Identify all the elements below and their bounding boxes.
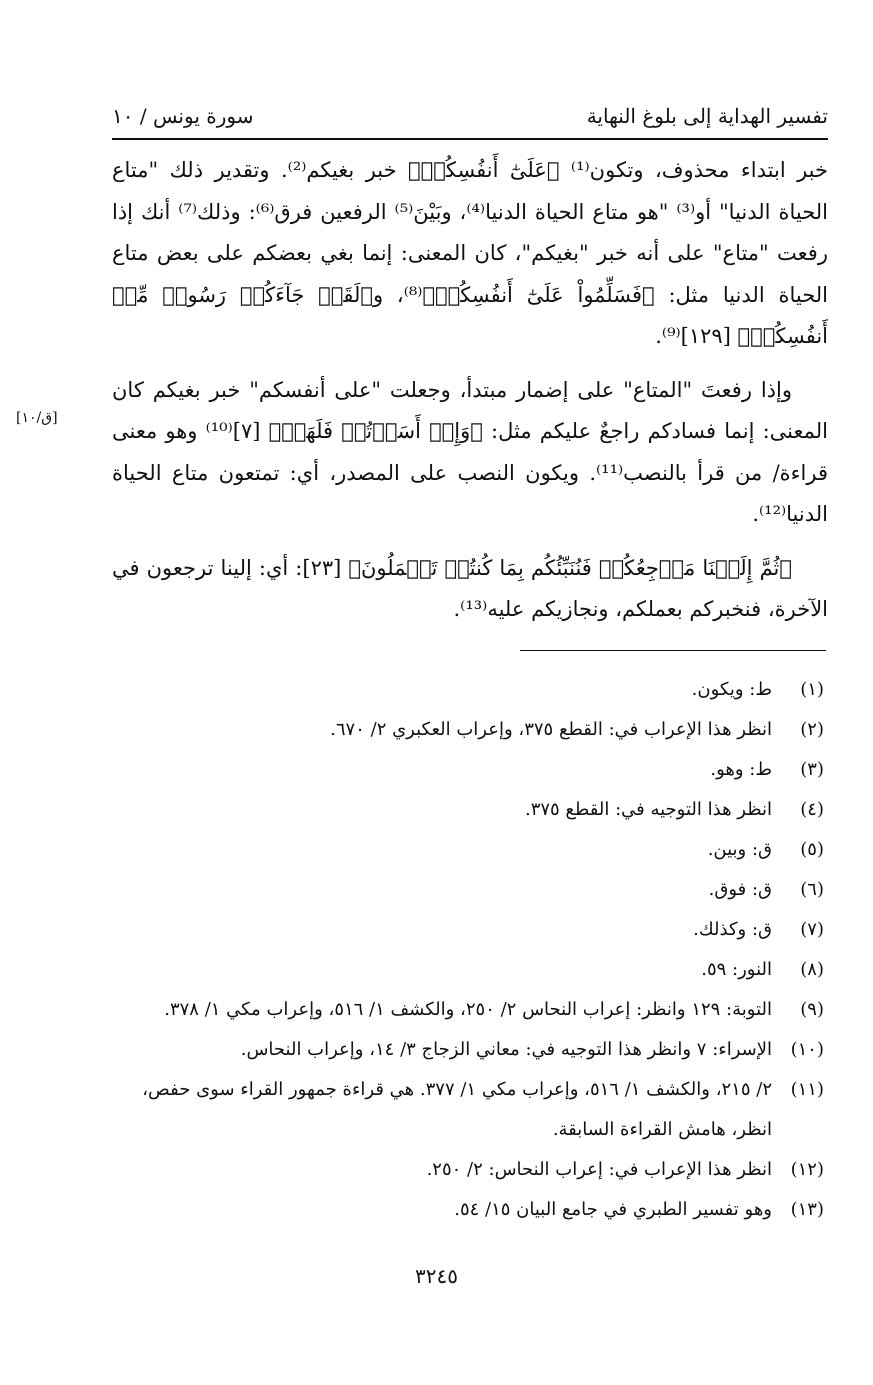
footnote-text: انظر هذا الإعراب في: القطع ٣٧٥، وإعراب العكبري ٢/ ٦٧٠.: [330, 719, 772, 740]
footnote-number: (١٣): [790, 1199, 824, 1220]
footnote-item: [112, 990, 824, 1030]
page-header: [112, 98, 828, 134]
page-number: ٣٢٤٥: [415, 1264, 458, 1288]
footnote-item: [112, 1150, 824, 1190]
footnote-text: ط: ويكون.: [691, 679, 772, 700]
footnote-text: ق: وكذلك.: [693, 919, 772, 940]
header-rule: [112, 138, 828, 140]
footnote-number: (٨): [800, 959, 824, 980]
footnote-item: [112, 790, 824, 830]
footnote-text: انظر هذا التوجيه في: القطع ٣٧٥.: [524, 799, 772, 820]
footnote-number: (٩): [800, 999, 824, 1020]
footnote-item: [112, 750, 824, 790]
footnote-item: [112, 870, 824, 910]
footnote-number: (٧): [800, 919, 824, 940]
footnote-number: (٤): [800, 799, 824, 820]
footnote-item: [112, 830, 824, 870]
footnote-text: ٢/ ٢١٥، والكشف ١/ ٥١٦، وإعراب مكي ١/ ٣٧٧. هي قراءة جمهور القراء سوى حفص، انظر، هامش القراءة السابقة.: [142, 1079, 772, 1140]
footnote-separator: [520, 650, 826, 651]
paragraph-1: خبر ابتداء محذوف، وتكون⁽¹⁾ ﴿عَلَىٰٓ أَنفُسِكُمۖ﴾ خبر بغيكم⁽²⁾. وتقدير ذلك "متاع الحياة الدنيا" أو⁽³⁾ "هو متاع الحياة الدنيا⁽⁴⁾، وبَيْنَ⁽⁵⁾ الرفعين فرق⁽⁶⁾: وذلك⁽⁷⁾ أنك إذا رفعت "متاع" على أنه خبر "بغيكم"، كان المعنى: إنما بغي بعضكم على بعض متاع الحياة الدنيا مثل: ﴿فَسَلِّمُواْ عَلَىٰٓ أَنفُسِكُمۡ﴾⁽⁸⁾، و﴿لَقَدۡ جَآءَكُمۡ رَسُولٞ مِّنۡ أَنفُسِكُمۡ﴾ [١٢٩]⁽⁹⁾.: [112, 158, 829, 348]
footnote-item: [112, 670, 824, 710]
footnote-item: [112, 950, 824, 990]
book-title: تفسير الهداية إلى بلوغ النهاية: [586, 104, 828, 128]
footnote-number: (١٢): [790, 1159, 824, 1180]
paragraph-3: ﴿ثُمَّ إِلَيۡنَا مَرۡجِعُكُمۡ فَنُنَبِّئُكُم بِمَا كُنتُمۡ تَعۡمَلُونَ﴾ [٢٣]: أي: إلينا ترجعون في الآخرة، فنخبركم بعملكم، ونجازيكم عليه⁽¹³⁾.: [112, 555, 828, 621]
footnote-number: (١١): [790, 1079, 824, 1100]
footnote-item: [112, 910, 824, 950]
footnote-number: (١٠): [790, 1039, 824, 1060]
paragraph-2: وإذا رفعتَ "المتاع" على إضمار مبتدأ، وجعلت "على أنفسكم" خبر بغيكم كان المعنى: إنما فسادكم راجعٌ عليكم مثل: ﴿وَإِنۡ أَسَأۡتُمۡ فَلَهَاۚ﴾ [٧]⁽¹⁰⁾ وهو معنى قراءة/ من قرأ بالنصب⁽¹¹⁾. ويكون النصب على المصدر، أي: تمتعون متاع الحياة الدنيا⁽¹²⁾.: [112, 377, 829, 526]
footnote-text: ق: فوق.: [708, 879, 772, 900]
footnote-number: (٦): [800, 879, 824, 900]
footnote-number: (٥): [800, 839, 824, 860]
footnote-item: [112, 1070, 824, 1150]
main-text: [112, 150, 828, 643]
footnotes: [112, 670, 824, 1230]
footnote-text: ق: وبين.: [707, 839, 772, 860]
surah-label: سورة يونس / ١٠: [112, 104, 254, 128]
footnote-number: (١): [800, 679, 824, 700]
footnote-item: [112, 1030, 824, 1070]
footnote-text: وهو تفسير الطبري في جامع البيان ١٥/ ٥٤.: [454, 1199, 772, 1220]
footnote-text: الإسراء: ٧ وانظر هذا التوجيه في: معاني الزجاج ٣/ ١٤، وإعراب النحاس.: [240, 1039, 772, 1060]
footnote-text: النور: ٥٩.: [701, 959, 772, 980]
footnote-text: انظر هذا الإعراب في: إعراب النحاس: ٢/ ٢٥٠.: [426, 1159, 772, 1180]
footnote-number: (٣): [800, 759, 824, 780]
footnote-item: [112, 1190, 824, 1230]
footnote-number: (٢): [800, 719, 824, 740]
footnote-text: ط: وهو.: [710, 759, 772, 780]
manuscript-margin-note: [ق/١٠]: [16, 410, 58, 426]
footnote-text: التوبة: ١٢٩ وانظر: إعراب النحاس ٢/ ٢٥٠، والكشف ١/ ٥١٦، وإعراب مكي ١/ ٣٧٨.: [164, 999, 772, 1020]
footnote-item: [112, 710, 824, 750]
